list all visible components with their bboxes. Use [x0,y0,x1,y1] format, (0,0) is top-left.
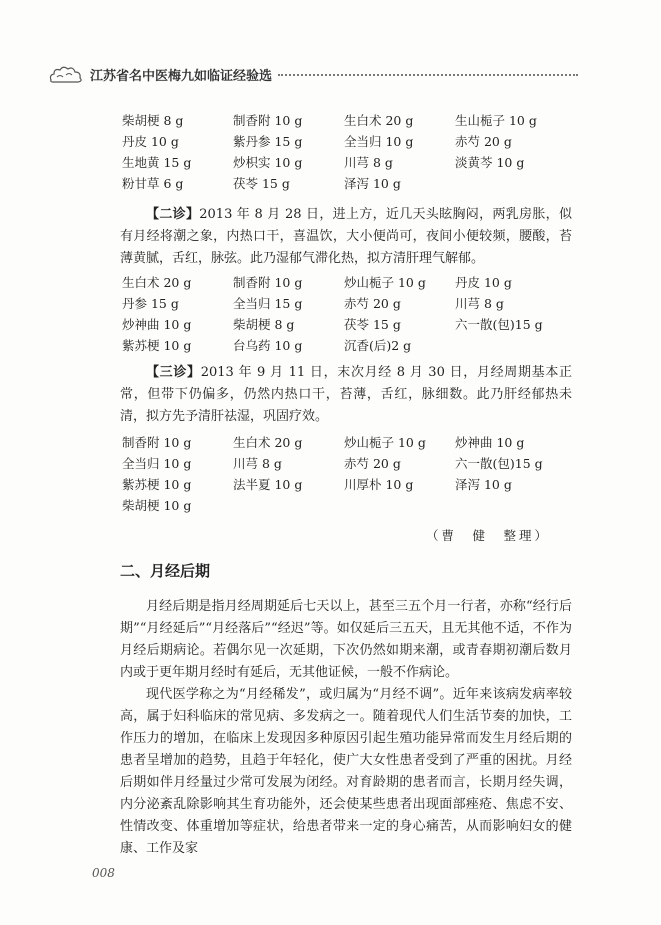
herb-item: 赤芍 20 g [455,134,512,149]
herb-item: 川芎 8 g [344,155,393,170]
visit-3-text: 2013 年 9 月 11 日，末次月经 8 月 30 日，月经周期基本正常，但带下仍偏多，仍然内热口干，苔薄，舌红，脉细数。此乃肝经郁热未清，拟方先予清肝祛湿，巩固疗效。 [120,365,572,424]
herb-item: 紫苏梗 10 g [122,477,192,492]
herb-item: 丹皮 10 g [455,275,512,290]
herb-item: 制香附 10 g [233,113,303,128]
herb-item: 柴胡梗 8 g [122,113,184,128]
header-dotted-rule [278,74,578,76]
herb-item: 茯苓 15 g [233,176,290,191]
herb-item: 生地黄 15 g [122,155,192,170]
herb-item: 泽泻 10 g [455,477,512,492]
herb-item: 炒枳实 10 g [233,155,303,170]
running-header [48,62,578,86]
herb-item: 丹皮 10 g [122,134,179,149]
section-title: 二、月经后期 [120,562,211,580]
herb-item: 丹参 15 g [122,296,179,311]
visit-2-text: 2013 年 8 月 28 日，进上方，近几天头眩胸闷，两乳房胀，似有月经将潮之象，内热口干，喜温饮，大小便尚可，夜间小便较频，腰酸，苔薄黄腻，舌红，脉弦。此乃湿郁气滞化热，拟方清肝理气解郁。 [120,207,572,266]
herb-item: 淡黄芩 10 g [455,155,525,170]
herb-item: 生山栀子 10 g [455,113,537,128]
prescription-2 [122,272,572,356]
herb-item: 全当归 10 g [344,134,414,149]
herb-item: 生白术 20 g [344,113,414,128]
herb-item: 赤芍 20 g [344,456,401,471]
section-paragraph-2: 现代医学称之为“月经稀发”，或归属为“月经不调”。近年来该病发病率较高，属于妇科临床的常见病、多发病之一。随着现代人们生活节奏的加快，工作压力的增加，在临床上发现因多种原因引起生殖功能异常而发生月经后期的患者呈增加的趋势，且趋于年轻化，使广大女性患者受到了严重的困扰。月经后期如伴月经量过少常可发展为闭经。对育龄期的患者而言，长期月经失调，内分泌紊乱除影响其生育功能外，还会使某些患者出现面部痤疮、焦虑不安、性情改变、体重增加等症状，给患者带来一定的身心痛苦，从而影响妇女的健康、工作及家 [120,687,572,856]
herb-item: 法半夏 10 g [233,477,303,492]
herb-item: 柴胡梗 8 g [233,317,295,332]
herb-item [455,495,572,516]
herb-item: 赤芍 20 g [344,296,401,311]
header-title: 江苏省名中医梅九如临证经验选 [90,68,273,84]
visit-2-label: 【二诊】 [146,207,200,222]
cloud-ornament-icon [48,63,84,85]
herb-item [455,173,572,194]
herb-item: 炒神曲 10 g [455,435,525,450]
herb-item: 紫苏梗 10 g [122,338,192,353]
visit-3-label: 【三诊】 [146,365,201,380]
herb-item: 泽泻 10 g [344,176,401,191]
herb-item: 粉甘草 6 g [122,176,184,191]
herb-item: 制香附 10 g [233,275,303,290]
herb-item: 全当归 10 g [122,456,192,471]
herb-item [233,495,344,516]
prescription-3 [122,432,572,516]
page-number: 008 [92,866,115,880]
herb-item: 六一散(包)15 g [455,456,543,471]
herb-item: 茯苓 15 g [344,317,401,332]
herb-item: 沉香(后)2 g [344,338,412,353]
herb-item [344,495,455,516]
prescription-1 [122,110,572,194]
editor-credit: （曹 健 整理） [425,528,550,543]
herb-item: 全当归 15 g [233,296,303,311]
herb-item: 生白术 20 g [122,275,192,290]
visit-2-paragraph [120,204,572,270]
herb-item: 川芎 8 g [455,296,504,311]
herb-item: 生白术 20 g [233,435,303,450]
herb-item: 紫丹参 15 g [233,134,303,149]
herb-item: 川芎 8 g [233,456,282,471]
herb-item: 六一散(包)15 g [455,317,543,332]
herb-item: 柴胡梗 10 g [122,498,192,513]
herb-item: 台乌药 10 g [233,338,303,353]
herb-item: 炒神曲 10 g [122,317,192,332]
section-paragraph-1: 月经后期是指月经周期延后七天以上，甚至三五个月一行者，亦称“经行后期”“月经延后”“月经落后”“经迟”等。如仅延后三五天，且无其他不适，不作为月经后期病论。若偶尔见一次延期，下次仍然如期来潮，或青春期初潮后数月内或于更年期月经时有延后，无其他证候，一般不作病论。 [120,599,572,680]
herb-item: 制香附 10 g [122,435,192,450]
herb-item: 炒山栀子 10 g [344,435,426,450]
herb-item: 川厚朴 10 g [344,477,414,492]
herb-item: 炒山栀子 10 g [344,275,426,290]
visit-3-paragraph [120,362,572,428]
herb-item [455,335,572,356]
